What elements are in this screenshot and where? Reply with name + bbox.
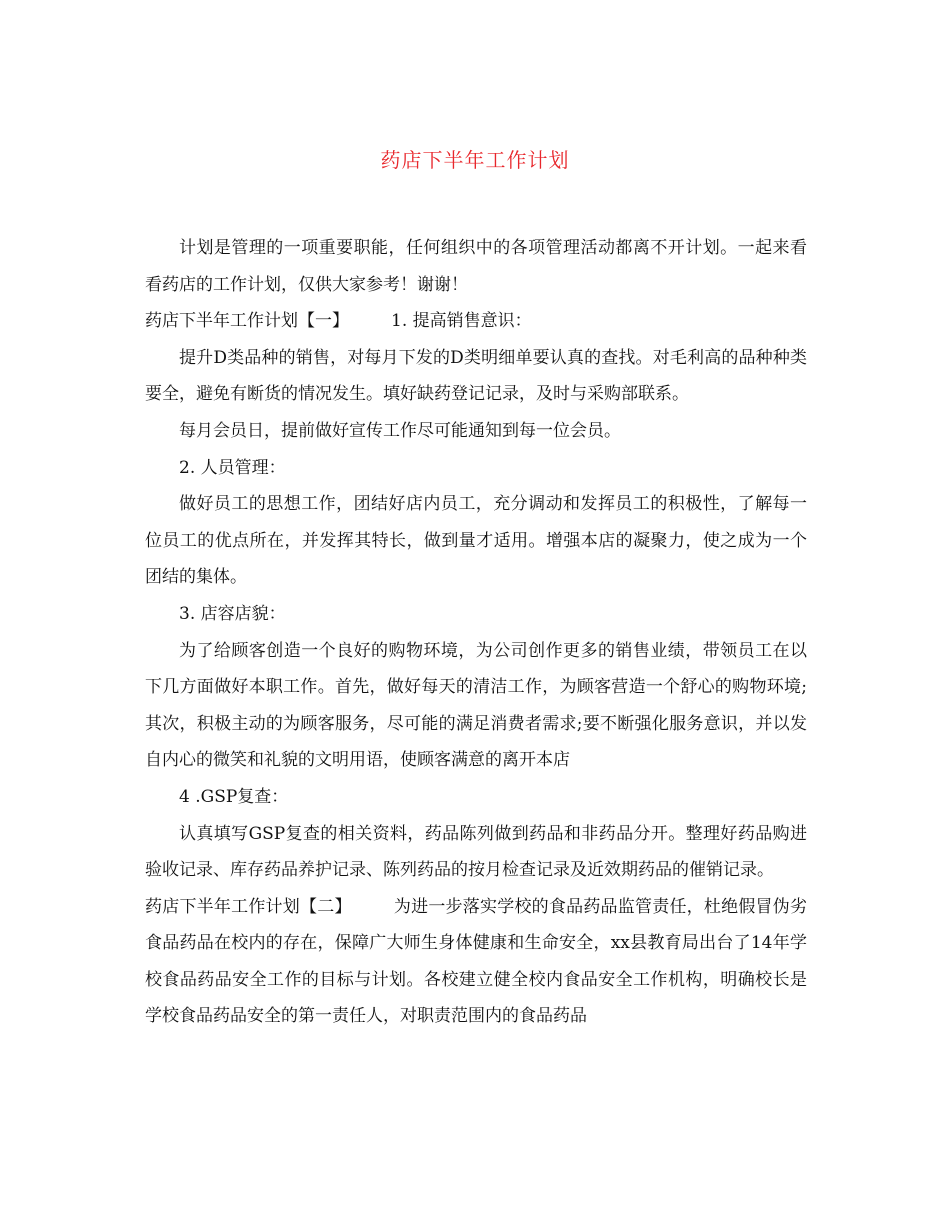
paragraph-text: 提升D类品种的销售，对每月下发的D类明细单要认真的查找。对毛利高的品种种类要全，避免有断货的情况发生。填好缺药登记记录，及时与采购部联系。 bbox=[145, 347, 807, 405]
paragraph-text: 做好员工的思想工作，团结好店内员工，充分调动和发挥员工的积极性，了解每一位员工的优点所在，并发挥其特长，做到量才适用。增强本店的凝聚力，使之成为一个团结的集体。 bbox=[145, 494, 807, 588]
paragraph-member-day bbox=[145, 413, 807, 450]
document-body bbox=[145, 230, 807, 1035]
paragraph-store bbox=[145, 633, 807, 779]
paragraph-sales bbox=[145, 340, 807, 413]
paragraph-gsp-heading bbox=[145, 779, 807, 816]
paragraph-intro bbox=[145, 230, 807, 303]
paragraph-text: 2. 人员管理： bbox=[179, 457, 286, 478]
paragraph-text: 4 .GSP复查： bbox=[179, 786, 289, 807]
paragraph-text: 计划是管理的一项重要职能，任何组织中的各项管理活动都离不开计划。一起来看看药店的工作计划，仅供大家参考！谢谢！ bbox=[145, 238, 807, 295]
paragraph-store-heading bbox=[145, 596, 807, 633]
paragraph-text: 认真填写GSP复查的相关资料，药品陈列做到药品和非药品分开。整理好药品购进验收记录、库存药品养护记录、陈列药品的按月检查记录及近效期药品的催销记录。 bbox=[145, 823, 807, 881]
section-heading: 药店下半年工作计划【一】 bbox=[145, 311, 349, 332]
paragraph-text: 为了给顾客创造一个良好的购物环境，为公司创作更多的销售业绩，带领员工在以下几方面做好本职工作。首先，做好每天的清洁工作，为顾客营造一个舒心的购物环境;其次，积极主动的为顾客服务，尽可能的满足消费者需求;要不断强化服务意识，并以发自内心的微笑和礼貌的文明用语，使顾客满意的离开本店 bbox=[145, 640, 807, 771]
paragraph-plan-two bbox=[145, 889, 807, 1035]
paragraph-text: 3. 店容店貌： bbox=[179, 603, 286, 624]
paragraph-gsp bbox=[145, 816, 807, 889]
document-title: 药店下半年工作计划 bbox=[380, 148, 570, 172]
paragraph-text: 每月会员日，提前做好宣传工作尽可能通知到每一位会员。 bbox=[179, 420, 621, 441]
paragraph-text: 1. 提高销售意识： bbox=[391, 311, 532, 332]
paragraph-staff bbox=[145, 486, 807, 596]
paragraph-text: 为进一步落实学校的食品药品监管责任，杜绝假冒伪劣食品药品在校内的存在，保障广大师生身体健康和生命安全，xx县教育局出台了14年学校食品药品安全工作的目标与计划。各校建立健全校内食品安全工作机构，明确校长是学校食品药品安全的第一责任人，对职责范围内的食品药品 bbox=[145, 896, 808, 1027]
section-heading: 药店下半年工作计划【二】 bbox=[145, 896, 352, 917]
paragraph-plan-one bbox=[145, 303, 807, 340]
paragraph-staff-heading bbox=[145, 450, 807, 487]
